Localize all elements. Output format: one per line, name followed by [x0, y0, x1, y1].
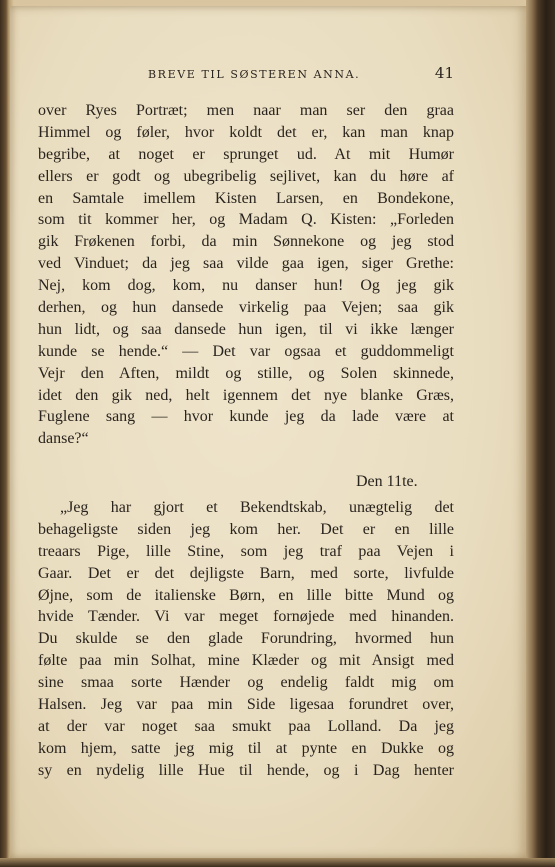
text-line: begribe, at noget er sprunget ud. At mit Humør	[38, 145, 454, 163]
paragraph-2	[38, 497, 454, 782]
text-line: danse?“	[38, 430, 89, 448]
text-line: hvide Tænder. Vi var meget fornøjede med hinanden.	[38, 608, 454, 626]
text-line: Du skulde se den glade Forundring, hvormed hun	[38, 630, 454, 648]
text-line: behageligste siden jeg kom her. Det er en lille	[38, 520, 454, 538]
text-line: kunde se hende.“ — Det var ogsaa et guddommeligt	[38, 342, 454, 360]
text-line: treaars Pige, lille Stine, som jeg traf paa Vejen i	[38, 542, 454, 560]
text-line: gik Frøkenen forbi, da min Sønnekone og jeg stod	[38, 233, 454, 251]
page-number: 41	[434, 64, 454, 82]
dateline-text: Den 11te.	[356, 473, 418, 490]
text-line: at der var noget saa smukt paa Lolland. Da jeg	[38, 717, 454, 735]
text-line: Nej, kom dog, kom, nu danser hun! Og jeg gik	[38, 277, 454, 295]
running-head	[38, 64, 454, 86]
text-line: idet den gik ned, helt igennem det nye blanke Græs,	[38, 386, 454, 404]
text-line: hun lidt, og saa dansede hun igen, til vi ikke længer	[38, 320, 454, 338]
text-line: følte paa min Solhat, mine Klæder og mit Ansigt med	[38, 652, 454, 670]
text-line: Halsen. Jeg var paa min Side ligesaa forundret over,	[38, 696, 454, 714]
text-line: Vejr den Aften, mildt og stille, og Solen skinnede,	[38, 364, 454, 382]
book-bottom-edge	[0, 858, 555, 867]
text-line: Fuglene sang — hvor kunde jeg da lade være at	[38, 408, 454, 426]
text-line: over Ryes Portræt; men naar man ser den graa	[38, 102, 454, 119]
text-line: ellers er godt og ubegribelig sejlivet, kan du høre af	[38, 167, 454, 185]
text-line: „Jeg har gjort et Bekendtskab, unægtelig det	[60, 499, 454, 516]
text-line: Øjne, som de italienske Børn, en lille bitte Mund og	[38, 586, 454, 604]
dateline	[38, 473, 454, 495]
book-edge	[526, 0, 555, 867]
text-line: en Samtale imellem Kisten Larsen, en Bondekone,	[38, 189, 454, 207]
text-line: kom hjem, satte jeg mig til at pynte en Dukke og	[38, 739, 454, 757]
text-line: Gaar. Det er det dejligste Barn, med sorte, livfulde	[38, 564, 454, 582]
text-line: ved Vinduet; da jeg saa vilde gaa igen, siger Grethe:	[38, 255, 454, 273]
text-line: som tit kommer her, og Madam Q. Kisten: „Forleden	[38, 211, 454, 229]
text-line: derhen, og hun dansede virkelig paa Vejen; saa gik	[38, 299, 454, 317]
running-head-title: BREVE TIL SØSTEREN ANNA.	[148, 68, 361, 81]
text-line: sy en nydelig lille Hue til hende, og i Dag henter	[38, 761, 454, 779]
text-line: Himmel og føler, hvor koldt det er, kan man knap	[38, 123, 454, 141]
text-line: sine smaa sorte Hænder og endelig faldt mig om	[38, 674, 454, 692]
paragraph-1	[38, 100, 454, 450]
